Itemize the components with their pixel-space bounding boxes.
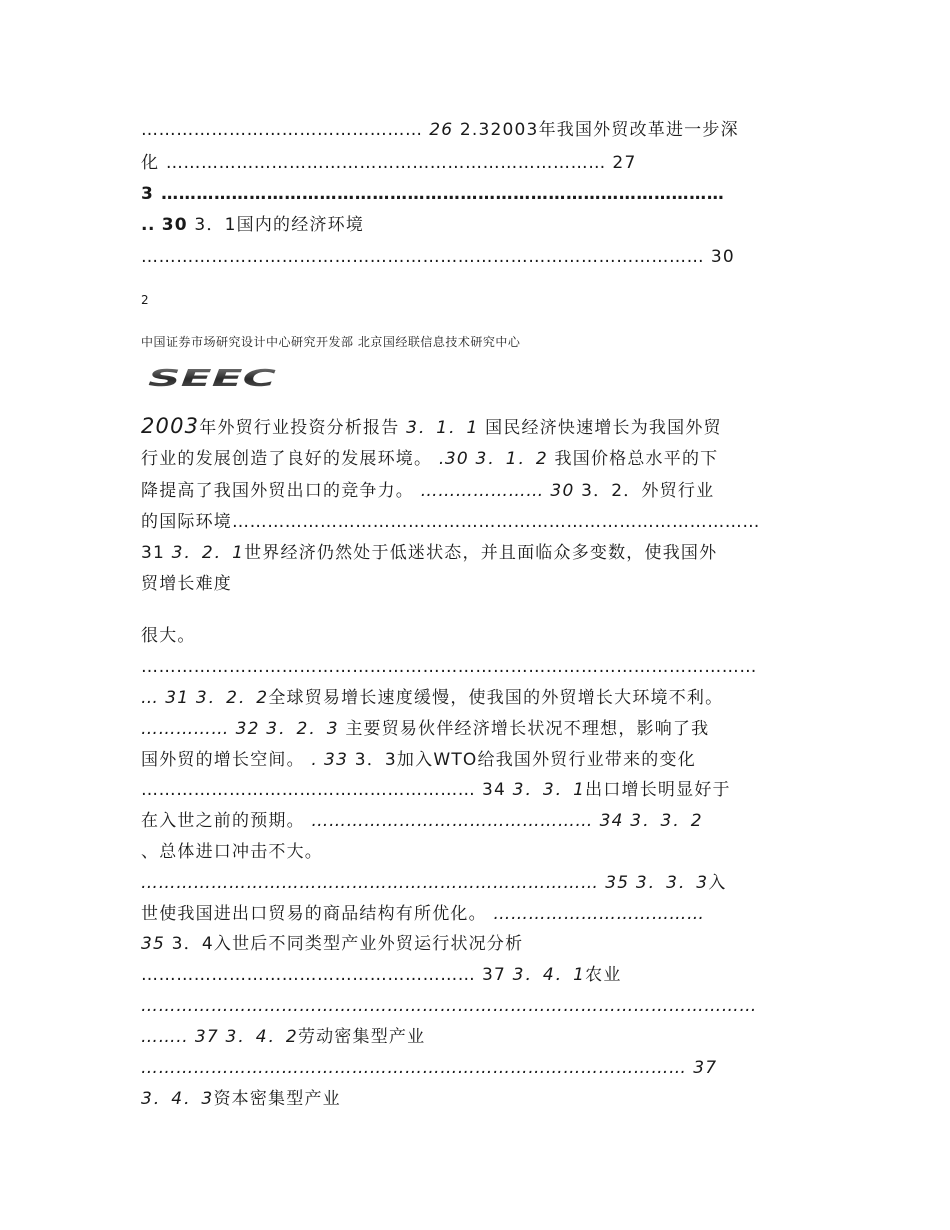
toc-page-number: 34 [599, 811, 624, 831]
report-year: 2003 [141, 414, 200, 438]
toc-section-number: 3．2．1 [171, 543, 245, 563]
toc-page-number: 27 [612, 153, 637, 173]
seec-logo [144, 366, 280, 390]
toc-leader-dots: …………………………………………………………………… [141, 873, 599, 893]
toc-line [141, 541, 811, 565]
toc-line [141, 510, 811, 534]
toc-line [141, 686, 811, 710]
toc-entry-title: 在入世之前的预期。 [141, 811, 305, 831]
toc-entry-title: 降提高了我国外贸出口的竞争力。 [141, 481, 414, 501]
toc-line [141, 1025, 811, 1049]
toc-entry-title: 很大。 [141, 626, 196, 646]
toc-page-number: 35 [141, 934, 166, 954]
toc-page-number: 32 [235, 719, 260, 739]
toc-entry-title: 贸增长难度 [141, 574, 232, 594]
toc-page-number: 30 [550, 481, 575, 501]
toc-entry-title: 出口增长明显好于 [585, 780, 731, 800]
toc-entry-title: 、总体进口冲击不大。 [141, 842, 323, 862]
toc-line [141, 572, 811, 596]
toc-entry-title: 劳动密集型产业 [297, 1027, 426, 1047]
toc-line [141, 840, 811, 864]
toc-page-number: 30 [161, 215, 188, 235]
toc-entry-title: 的国际环境 [141, 512, 232, 532]
toc-entry-title: 3．3加入WTO给我国外贸行业带来的变化 [354, 750, 696, 770]
toc-line [141, 963, 811, 987]
toc-line [141, 414, 811, 440]
toc-page-number: 37 [194, 1027, 219, 1047]
toc-line [141, 748, 811, 772]
toc-entry-title: 世使我国进出口贸易的商品结构有所优化。 [141, 904, 487, 924]
toc-entry-title: 3．2．外贸行业 [581, 481, 715, 501]
toc-line [141, 809, 811, 833]
toc-line [141, 1056, 811, 1080]
toc-page-number: 26 [429, 120, 454, 140]
toc-section-number: 3．3．3 [635, 873, 709, 893]
toc-section-number: 3．3．2 [630, 811, 703, 831]
toc-line [141, 1087, 811, 1111]
seec-logo-text: SEEC [148, 366, 277, 390]
toc-section-number: 3．3．1 [512, 780, 586, 800]
toc-line [141, 245, 811, 269]
toc-entry-title: 国外贸的增长空间。 [141, 750, 305, 770]
toc-leader-dots: .. [141, 215, 156, 235]
toc-leader-dots: ………………… [420, 481, 544, 501]
toc-entry-title: 资本密集型产业 [213, 1089, 341, 1109]
toc-page-number: 30 [710, 247, 735, 267]
toc-page-number: 30 [444, 449, 469, 469]
toc-entry-title: 行业的发展创造了良好的发展环境。 [141, 449, 433, 469]
toc-entry-title: 2.32003年我国外贸改革进一步深 [459, 120, 739, 140]
toc-section-number: 3．1．2 [475, 449, 548, 469]
toc-line [141, 778, 811, 802]
toc-section-number: 3．2．3 [266, 719, 339, 739]
toc-section-number: 3．4．1 [512, 965, 586, 985]
toc-entry-title: 3．4入世后不同类型产业外贸运行状况分析 [171, 934, 524, 954]
toc-leader-dots: …………………………………………………………………………………… [141, 247, 705, 267]
toc-entry-title: 主要贸易伙伴经济增长状况不理想，影响了我 [345, 719, 710, 739]
toc-leader-dots: …….. [141, 1027, 189, 1047]
toc-entry-title: 年外贸行业投资分析报告 [199, 418, 400, 438]
toc-section-number: 3．1．1 [406, 418, 479, 438]
toc-entry-title: 国民经济快速增长为我国外贸 [485, 418, 722, 438]
toc-entry-title: 3．1国内的经济环境 [194, 215, 365, 235]
toc-leader-dots: …………………………………………………………………………………………… [141, 996, 757, 1016]
toc-line [141, 447, 811, 471]
toc-line [141, 151, 811, 175]
toc-section-number: 3．4．3 [141, 1089, 214, 1109]
toc-page-number: 37 [482, 965, 507, 985]
toc-line [141, 932, 811, 956]
toc-line [141, 655, 811, 679]
toc-page-number: 31 [165, 688, 190, 708]
toc-leader-dots: ………………………………………………… [141, 965, 476, 985]
toc-entry-title: 化 [141, 153, 160, 173]
toc-page-number: 34 [482, 780, 507, 800]
toc-entry-title: 全球贸易增长速度缓慢，使我国的外贸增长大环境不利。 [268, 688, 724, 708]
toc-leader-dots: . [311, 750, 318, 770]
toc-line [141, 118, 811, 142]
toc-leader-dots: …………… [141, 719, 229, 739]
toc-leader-dots: ………………………………………………… [141, 780, 476, 800]
toc-leader-dots: ………………………………………………………………… [165, 153, 606, 173]
toc-line [141, 717, 811, 741]
toc-line [141, 902, 811, 926]
toc-line [141, 182, 811, 206]
toc-section-number: 3．2．2 [195, 688, 269, 708]
toc-leader-dots: ………………………………………………………………………………… [141, 1058, 687, 1078]
toc-entry-title: 世界经济仍然处于低迷状态，并且面临众多变数，使我国外 [244, 543, 718, 563]
toc-chapter-number: 3 [141, 184, 155, 204]
toc-leader-dots: …………………………………………………………………………………… [161, 184, 725, 204]
toc-page-number: 31 [141, 543, 166, 563]
toc-page-number: 33 [324, 750, 349, 770]
page-number: 2 [141, 293, 149, 307]
toc-entry-title: 入 [708, 873, 727, 893]
toc-entry-title: 农业 [585, 965, 622, 985]
toc-leader-dots: ……………………………………………………………………………… [232, 512, 760, 532]
toc-page-number: 37 [693, 1058, 718, 1078]
toc-page-number: 35 [605, 873, 630, 893]
toc-leader-dots: … [141, 688, 159, 708]
toc-line [141, 213, 811, 237]
toc-line [141, 624, 811, 648]
toc-leader-dots: ………………………………………… [141, 120, 423, 140]
toc-leader-dots: . [438, 449, 445, 469]
toc-leader-dots: …………………………………………………………………………………………… [141, 657, 757, 677]
toc-entry-title: 我国价格总水平的下 [554, 449, 719, 469]
page-header: 中国证券市场研究设计中心研究开发部 北京国经联信息技术研究中心 [141, 335, 521, 349]
toc-line [141, 994, 811, 1018]
toc-leader-dots: ……………………………… [493, 904, 705, 924]
toc-leader-dots: ………………………………………… [311, 811, 594, 831]
toc-line [141, 479, 811, 503]
toc-section-number: 3．4．2 [225, 1027, 298, 1047]
toc-line [141, 871, 811, 895]
